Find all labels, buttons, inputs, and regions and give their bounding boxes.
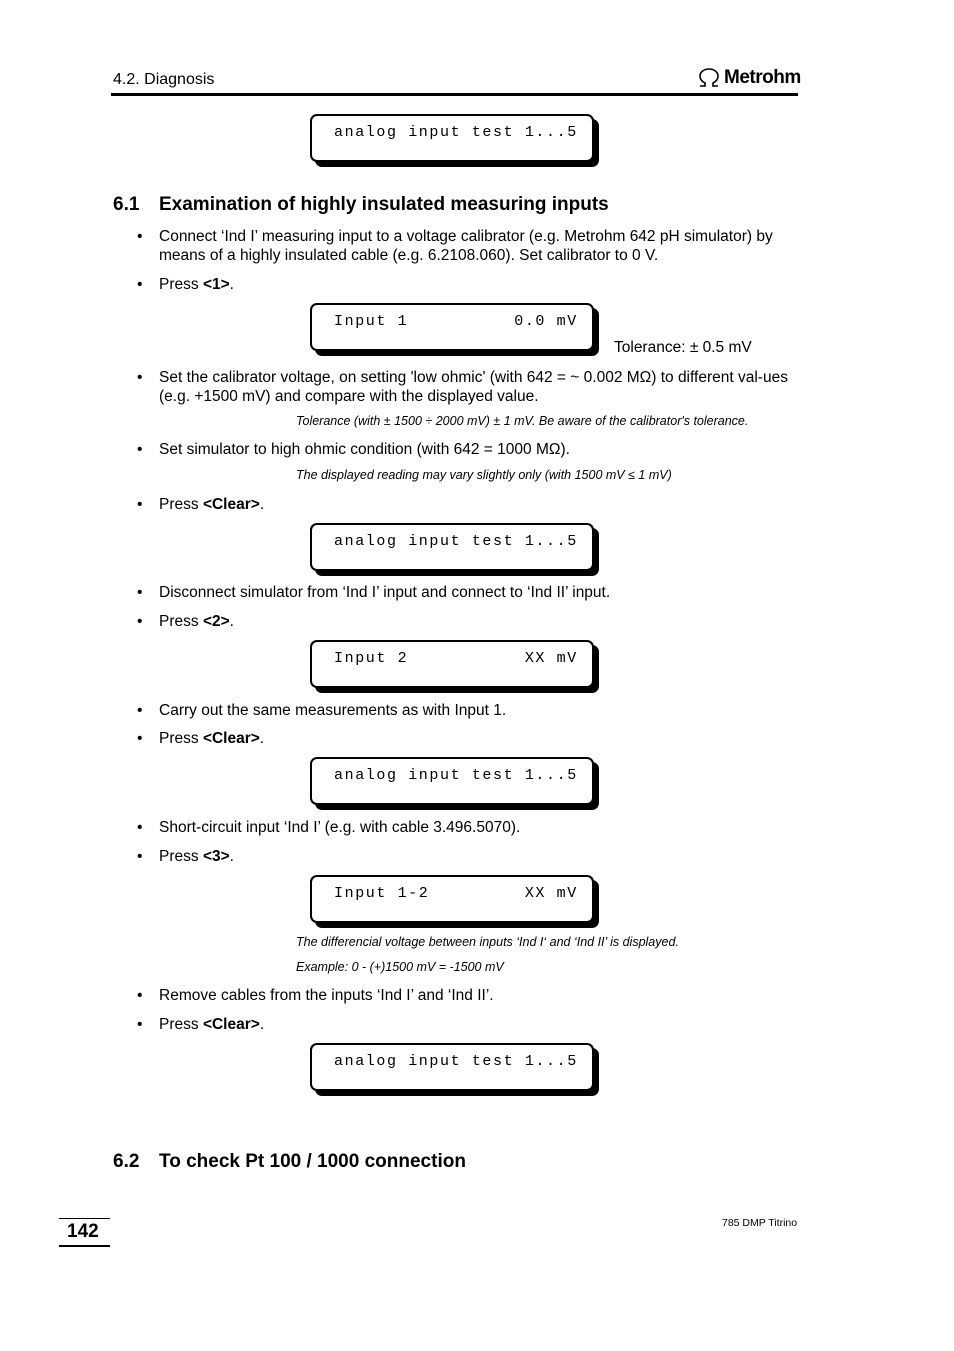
period: . xyxy=(259,496,265,513)
list-item-text: Disconnect simulator from ‘Ind I’ input and connect to ‘Ind II’ input. xyxy=(159,584,611,601)
section-number: 6.2 xyxy=(113,1151,140,1172)
note: Tolerance (with ± 1500 ÷ 2000 mV) ± 1 mV. Be aware of the calibrator's tolerance. xyxy=(296,414,749,428)
bullet-icon: • xyxy=(137,730,143,747)
list-item-text xyxy=(159,847,799,866)
footer-rule xyxy=(59,1245,110,1247)
list-item-text: Carry out the same measurements as with Input 1. xyxy=(159,702,507,719)
note: The differencial voltage between inputs ‘Ind I‘ and ‘Ind II’ is displayed. xyxy=(296,935,679,949)
lcd-display xyxy=(310,875,594,923)
bullet-icon: • xyxy=(137,848,143,865)
list-item-text: Set the calibrator voltage, on setting 'low ohmic' (with 642 = ~ 0.002 MΩ) to different val-ues (e.g. +1500 mV) and compare with the displayed value. xyxy=(159,369,788,405)
list-item-text: Connect ‘Ind I’ measuring input to a voltage calibrator (e.g. Metrohm 642 pH simulator) by means of a highly insulated cable (e.g. 6.2108.060). Set calibrator to 0 V. xyxy=(159,228,773,264)
bullet-icon: • xyxy=(137,613,143,630)
lcd-text: analog input test 1...5 xyxy=(334,767,578,784)
header-rule xyxy=(111,93,798,96)
list-item-text xyxy=(159,1015,799,1034)
lcd-text: Input 1 0.0 mV xyxy=(334,313,578,330)
list-item-text: Short-circuit input ‘Ind I’ (e.g. with cable 3.496.5070). xyxy=(159,819,521,836)
lcd-display xyxy=(310,640,594,688)
list-item-text xyxy=(159,275,799,294)
list-item-text xyxy=(159,612,799,631)
list-item-text xyxy=(159,495,799,514)
period: . xyxy=(229,276,234,293)
bullet-icon: • xyxy=(137,228,143,245)
bullet-icon: • xyxy=(137,702,143,719)
section-title: To check Pt 100 / 1000 connection xyxy=(159,1151,466,1172)
lcd-text: analog input test 1...5 xyxy=(334,1053,578,1070)
brand-logo xyxy=(697,67,801,89)
lcd-display xyxy=(310,303,594,351)
lcd-text: Input 2 XX mV xyxy=(334,650,578,667)
bullet-icon: • xyxy=(137,819,143,836)
period: . xyxy=(259,1016,265,1033)
note: Example: 0 - (+)1500 mV = -1500 mV xyxy=(296,960,504,974)
key-label: <3> xyxy=(202,848,230,865)
brand-name: Metrohm xyxy=(724,67,801,88)
lcd-display xyxy=(310,523,594,571)
bullet-icon: • xyxy=(137,369,143,386)
list-item-text: Set simulator to high ohmic condition (with 642 = 1000 MΩ). xyxy=(159,441,570,458)
period: . xyxy=(229,848,234,865)
section-heading xyxy=(113,194,609,216)
lcd-text: Input 1-2 XX mV xyxy=(334,885,578,902)
section-number: 6.1 xyxy=(113,194,140,215)
tolerance-label: Tolerance: ± 0.5 mV xyxy=(614,339,752,356)
bullet-icon: • xyxy=(137,276,143,293)
bullet-icon: • xyxy=(137,496,143,513)
bullet-icon: • xyxy=(137,987,143,1004)
lcd-text: analog input test 1...5 xyxy=(334,124,578,141)
section-heading xyxy=(113,1151,466,1173)
period: . xyxy=(259,730,265,747)
lcd-text: analog input test 1...5 xyxy=(334,533,578,550)
period: . xyxy=(229,613,234,630)
key-label: <Clear> xyxy=(202,496,260,513)
bullet-icon: • xyxy=(137,1016,143,1033)
note: The displayed reading may vary slightly only (with 1500 mV ≤ 1 mV) xyxy=(296,468,672,482)
section-title: Examination of highly insulated measuring inputs xyxy=(159,194,609,215)
omega-icon xyxy=(697,68,721,88)
lcd-display xyxy=(310,757,594,805)
running-header: 4.2. Diagnosis xyxy=(113,71,215,88)
key-label: <Clear> xyxy=(202,730,260,747)
press-label: Press xyxy=(159,1016,203,1033)
press-label: Press xyxy=(159,848,203,865)
footer-rule xyxy=(59,1218,110,1219)
product-name: 785 DMP Titrino xyxy=(722,1217,798,1229)
key-label: <1> xyxy=(202,276,230,293)
press-label: Press xyxy=(159,276,203,293)
lcd-display xyxy=(310,1043,594,1091)
press-label: Press xyxy=(159,613,203,630)
list-item-text xyxy=(159,729,799,748)
key-label: <2> xyxy=(202,613,230,630)
press-label: Press xyxy=(159,496,203,513)
list-item-text: Remove cables from the inputs ‘Ind I’ and ‘Ind II’. xyxy=(159,987,494,1004)
bullet-icon: • xyxy=(137,441,143,458)
key-label: <Clear> xyxy=(202,1016,260,1033)
bullet-icon: • xyxy=(137,584,143,601)
press-label: Press xyxy=(159,730,203,747)
page-number: 142 xyxy=(67,1221,99,1242)
lcd-display xyxy=(310,114,594,162)
